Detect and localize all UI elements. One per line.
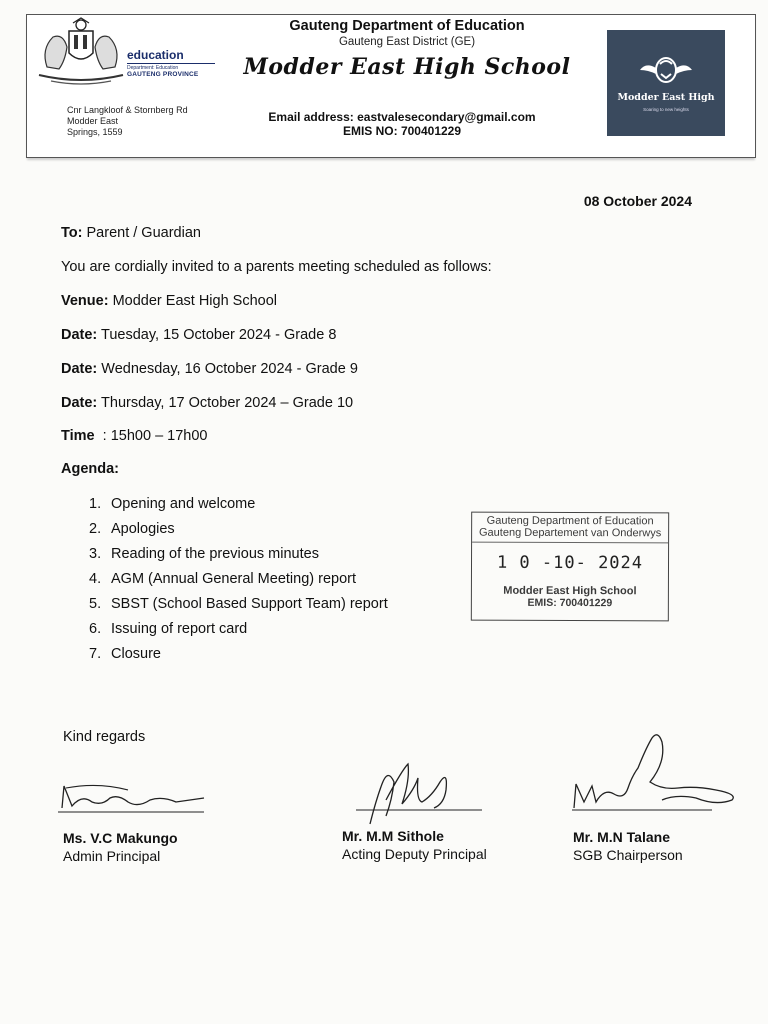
list-item <box>89 569 388 594</box>
winged-emblem-icon <box>640 52 692 88</box>
signatory-talane <box>573 829 683 863</box>
school-badge <box>607 30 725 136</box>
to-label: To: <box>61 225 83 241</box>
department-title: Gauteng Department of Education <box>289 18 525 34</box>
signatory-name: Mr. M.N Talane <box>573 829 670 845</box>
emis-line: EMIS NO: 700401229 <box>342 124 462 138</box>
letter-date: 08 October 2024 <box>583 193 692 209</box>
agenda-text: SBST (School Based Support Team) report <box>111 596 388 612</box>
letterhead <box>26 14 756 158</box>
signature-sithole <box>352 760 487 830</box>
date-line-grade-9 <box>61 361 358 377</box>
agenda-number: 7. <box>89 646 102 662</box>
agenda-number: 2. <box>89 521 102 537</box>
list-item <box>89 494 388 519</box>
list-item <box>89 519 388 544</box>
agenda-text: AGM (Annual General Meeting) report <box>111 571 356 587</box>
address-line: Springs, 1559 <box>67 127 123 137</box>
letterhead-heading <box>237 18 577 80</box>
date-value: Tuesday, 15 October 2024 - Grade 8 <box>101 327 337 343</box>
date-line-grade-10 <box>61 395 353 411</box>
time-value: : 15h00 – 17h00 <box>102 428 208 444</box>
agenda-text: Opening and welcome <box>111 496 256 512</box>
coat-of-arms-icon <box>29 17 129 89</box>
district-name: Gauteng East District (GE) <box>338 36 476 48</box>
date-label: Date: <box>61 361 98 377</box>
venue-label: Venue: <box>61 293 109 309</box>
agenda-heading <box>61 461 119 477</box>
signatory-makungo <box>63 830 178 864</box>
school-address <box>67 105 188 138</box>
list-item <box>89 644 388 669</box>
address-line: Cnr Langkloof & Stornberg Rd <box>67 105 188 115</box>
signatory-role: Acting Deputy Principal <box>342 846 487 862</box>
official-stamp <box>471 512 669 622</box>
agenda-number: 4. <box>89 571 102 587</box>
education-logo-word: education <box>127 48 184 62</box>
school-name: Modder East High School <box>243 54 571 80</box>
badge-school-name: Modder East High <box>617 92 715 103</box>
stamp-school: Modder East High School <box>503 584 637 598</box>
to-line <box>61 225 201 241</box>
agenda-number: 1. <box>89 496 102 512</box>
date-line-grade-8 <box>61 327 336 343</box>
signature-makungo <box>58 776 208 816</box>
time-line <box>61 428 207 444</box>
venue-value: Modder East High School <box>112 293 277 309</box>
signature-talane <box>566 728 746 816</box>
agenda-list <box>89 494 388 669</box>
to-value: Parent / Guardian <box>86 225 201 241</box>
stamp-emis: EMIS: 700401229 <box>527 596 613 610</box>
address-line: Modder East <box>67 116 119 126</box>
agenda-text: Apologies <box>111 521 175 537</box>
agenda-number: 6. <box>89 621 102 637</box>
list-item <box>89 544 388 569</box>
stamp-date: 1 0 -10- 2024 <box>496 552 644 574</box>
badge-motto: Soaring to new heights <box>643 107 689 112</box>
date-label: Date: <box>61 327 98 343</box>
closing-text: Kind regards <box>63 729 146 745</box>
agenda-label: Agenda: <box>61 461 119 477</box>
list-item <box>89 619 388 644</box>
agenda-text: Closure <box>111 646 161 662</box>
venue-line <box>61 293 277 309</box>
contact-details <box>237 110 567 138</box>
agenda-number: 3. <box>89 546 102 562</box>
date-label: Date: <box>61 395 98 411</box>
date-value: Thursday, 17 October 2024 – Grade 10 <box>101 395 354 411</box>
stamp-line-2: Gauteng Departement van Onderwys <box>478 526 662 540</box>
signatory-role: Admin Principal <box>63 848 161 864</box>
education-logo-dept: Department: Education <box>127 65 179 71</box>
signatory-role: SGB Chairperson <box>573 847 683 863</box>
list-item <box>89 594 388 619</box>
education-logo <box>127 49 217 79</box>
signatory-name: Ms. V.C Makungo <box>63 830 178 846</box>
signatory-name: Mr. M.M Sithole <box>342 828 444 844</box>
date-value: Wednesday, 16 October 2024 - Grade 9 <box>101 361 358 377</box>
time-label: Time <box>61 428 95 444</box>
agenda-text: Issuing of report card <box>111 621 248 637</box>
agenda-number: 5. <box>89 596 102 612</box>
intro-text: You are cordially invited to a parents meeting scheduled as follows: <box>61 259 492 275</box>
education-logo-province: GAUTENG PROVINCE <box>127 71 199 78</box>
stamp-line-1: Gauteng Department of Education <box>486 514 654 528</box>
email-line: Email address: eastvalesecondary@gmail.com <box>268 110 536 124</box>
agenda-text: Reading of the previous minutes <box>111 546 319 562</box>
signatory-sithole <box>342 828 487 862</box>
